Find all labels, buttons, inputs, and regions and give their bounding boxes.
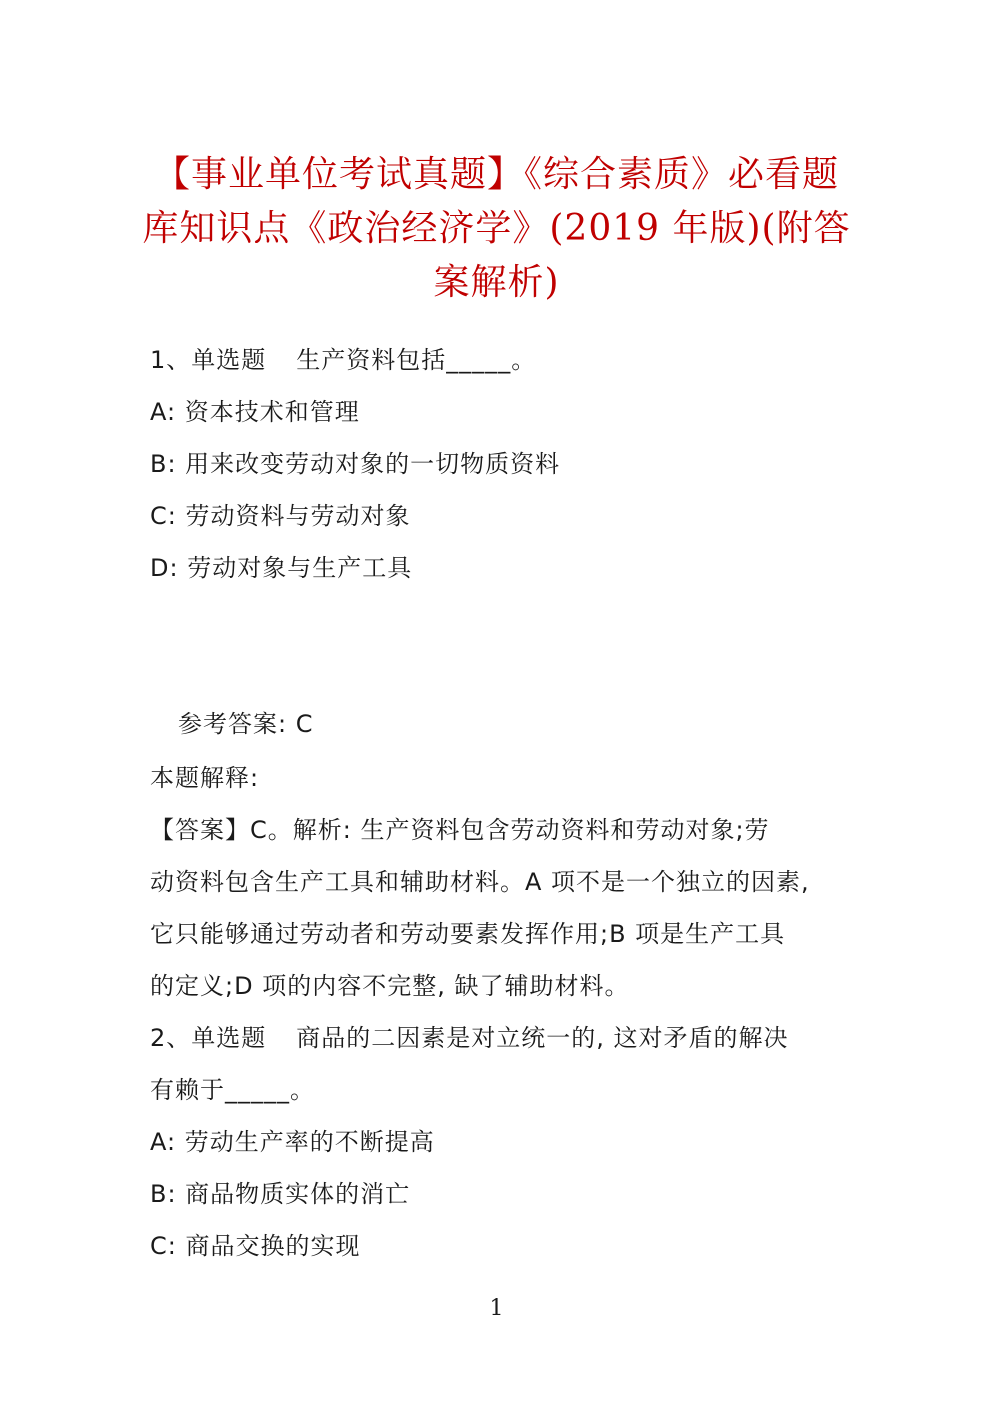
- question-1-text: 生产资料包括_____。: [296, 346, 537, 374]
- question-1-explanation-line-4: 的定义;D 项的内容不完整, 缺了辅助材料。: [150, 972, 630, 1000]
- question-1-option-b: B: 用来改变劳动对象的一切物质资料: [150, 450, 561, 478]
- question-1-explanation-line-3: 它只能够通过劳动者和劳动要素发挥作用;B 项是生产工具: [150, 920, 786, 948]
- title-line-3: 案解析): [433, 262, 560, 303]
- question-1-option-d: D: 劳动对象与生产工具: [150, 554, 413, 582]
- question-1-number: 1、单选题: [150, 346, 267, 374]
- question-1-answer: 参考答案: C: [178, 710, 314, 738]
- question-1-explanation-line-2: 动资料包含生产工具和辅助材料。A 项不是一个独立的因素,: [150, 868, 810, 896]
- question-1-option-a: A: 资本技术和管理: [150, 398, 360, 426]
- title-line-2: 库知识点《政治经济学》(2019 年版)(附答: [142, 208, 851, 249]
- question-2-stem: [150, 1018, 789, 1053]
- question-2-text-line-1: 商品的二因素是对立统一的, 这对矛盾的解决: [296, 1024, 789, 1052]
- question-2-text-line-2: 有赖于_____。: [150, 1076, 315, 1104]
- title-line-1: 【事业单位考试真题】《综合素质》必看题: [153, 154, 839, 195]
- question-2-number: 2、单选题: [150, 1024, 267, 1052]
- question-1-explanation-line-1: 【答案】C。解析: 生产资料包含劳动资料和劳动对象;劳: [150, 816, 770, 844]
- question-2-option-a: A: 劳动生产率的不断提高: [150, 1128, 435, 1156]
- question-1-stem: [150, 340, 536, 375]
- document-title: [120, 148, 873, 310]
- question-2-option-b: B: 商品物质实体的消亡: [150, 1180, 411, 1208]
- question-2-option-c: C: 商品交换的实现: [150, 1232, 361, 1260]
- question-1-option-c: C: 劳动资料与劳动对象: [150, 502, 411, 530]
- question-1-explanation-label: 本题解释:: [150, 764, 260, 792]
- page-number: 1: [489, 1296, 504, 1321]
